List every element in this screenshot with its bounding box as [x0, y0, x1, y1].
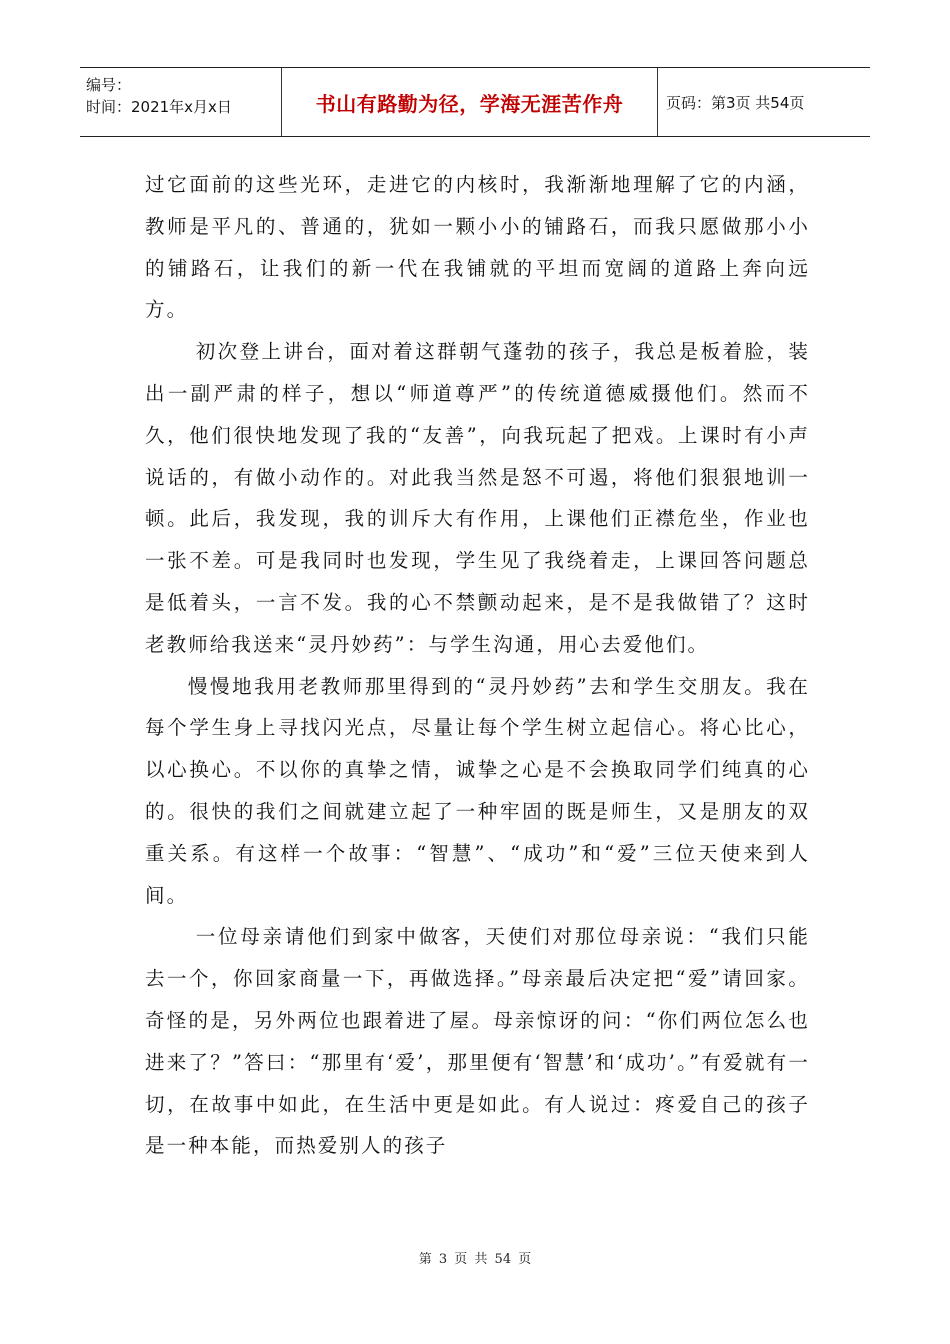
- document-number-label: 编号：: [86, 76, 132, 94]
- document-body: [145, 164, 810, 1167]
- page-footer: 第 3 页 共 54 页: [418, 1252, 532, 1267]
- body-paragraph-3: 慢慢地我用老教师那里得到的“灵丹妙药”去和学生交朋友。我在每个学生身上寻找闪光点，尽量让每个学生树立起信心。将心比心，以心换心。不以你的真挚之情，诚挚之心是不会换取同学们纯真的心的。很快的我们之间就建立起了一种牢固的既是师生，又是朋友的双重关系。有这样一个故事：“智慧”、“成功”和“爱”三位天使来到人间。: [145, 674, 810, 907]
- header-motto: 书山有路勤为径，学海无涯苦作舟: [282, 68, 658, 136]
- page-header: [80, 67, 870, 137]
- body-paragraph-1: 过它面前的这些光环，走进它的内核时，我渐渐地理解了它的内涵，教师是平凡的、普通的，犹如一颗小小的铺路石，而我只愿做那小小的铺路石，让我们的新一代在我铺就的平坦而宽阔的道路上奔向远方。: [145, 173, 810, 322]
- header-page-number: 页码：第3页 共54页: [666, 93, 805, 112]
- document-date-label: 时间：2021年x月x日: [86, 98, 232, 116]
- header-meta: [80, 68, 282, 136]
- body-paragraph-4: 一位母亲请他们到家中做客，天使们对那位母亲说：“我们只能去一个，你回家商量一下，再做选择。”母亲最后决定把“爱”请回家。奇怪的是，另外两位也跟着进了屋。母亲惊讶的问：“你们两位怎么也进来了？”答曰：“那里有‘爱’，那里便有‘智慧’和‘成功’。”有爱就有一切，在故事中如此，在生活中更是如此。有人说过：疼爱自己的孩子是一种本能，而热爱别人的孩子: [145, 925, 810, 1158]
- body-paragraph-2: 初次登上讲台，面对着这群朝气蓬勃的孩子，我总是板着脸，装出一副严肃的样子，想以“师道尊严”的传统道德威摄他们。然而不久，他们很快地发现了我的“友善”，向我玩起了把戏。上课时有小声说话的，有做小动作的。对此我当然是怒不可遏，将他们狠狠地训一顿。此后，我发现，我的训斥大有作用，上课他们正襟危坐，作业也一张不差。可是我同时也发现，学生见了我绕着走，上课回答问题总是低着头，一言不发。我的心不禁颤动起来，是不是我做错了？这时老教师给我送来“灵丹妙药”：与学生沟通，用心去爱他们。: [145, 340, 810, 656]
